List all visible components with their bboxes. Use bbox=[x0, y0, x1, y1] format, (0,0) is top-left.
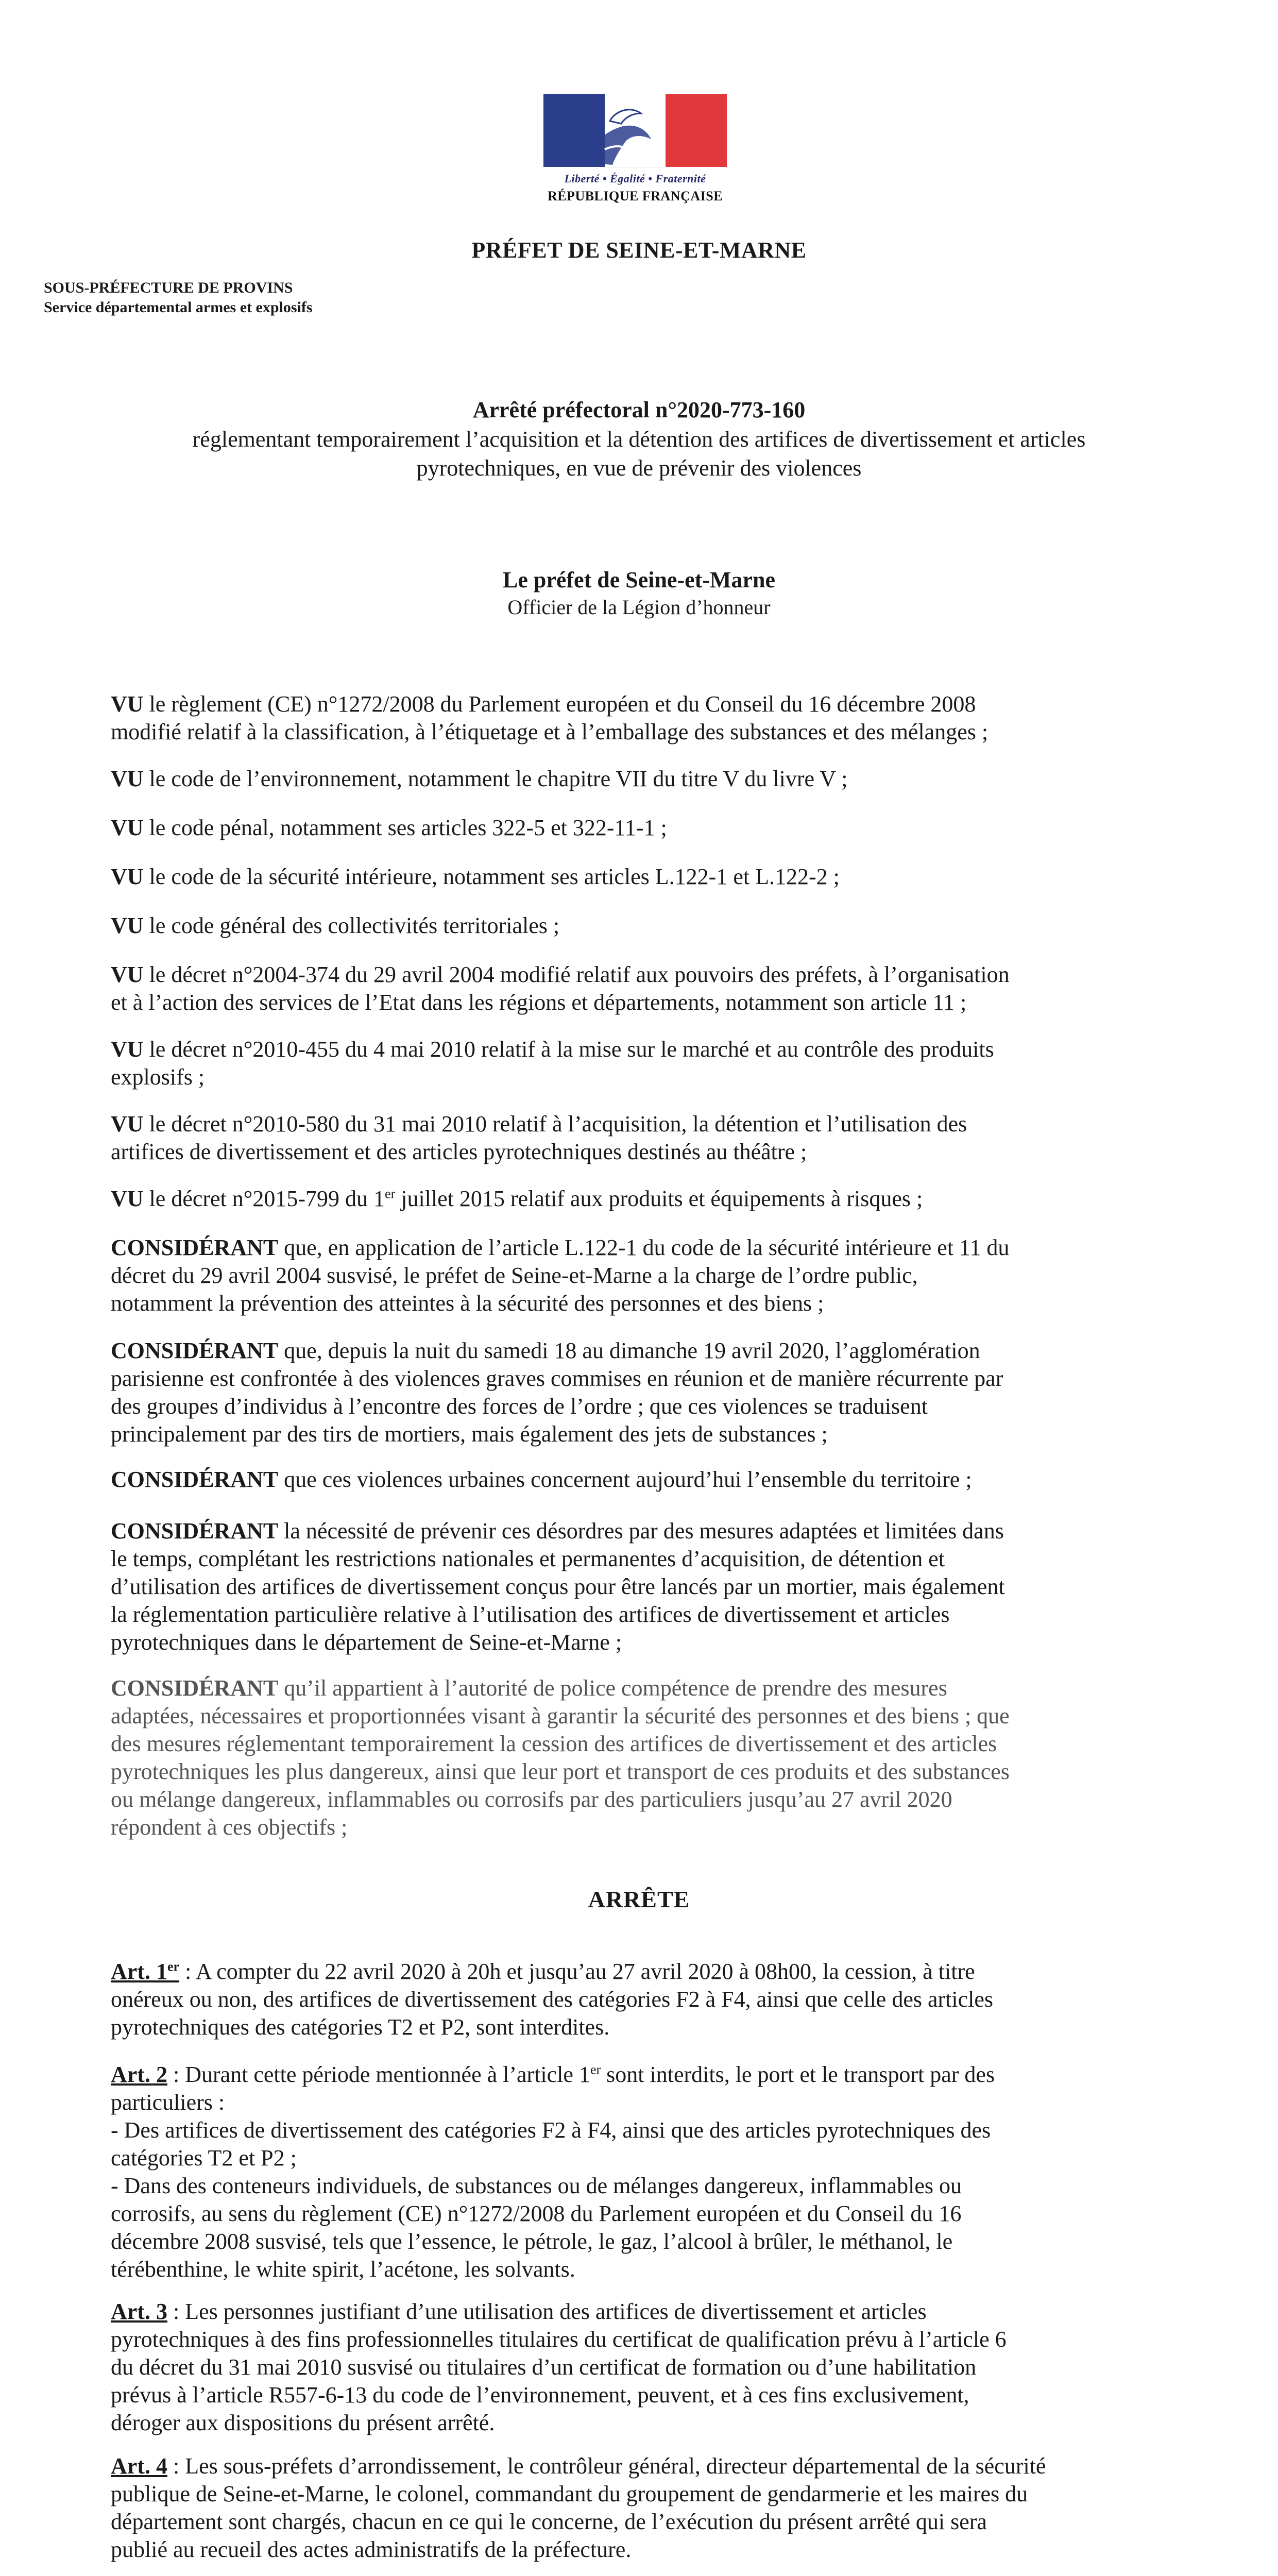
republic-name: RÉPUBLIQUE FRANÇAISE bbox=[547, 189, 723, 204]
article-label: Art. 2 bbox=[111, 2062, 167, 2087]
marianne-icon bbox=[574, 100, 667, 167]
vu-paragraph: VU le décret n°2015-799 du 1er juillet 2015 relatif aux produits et équipements à risques ; bbox=[111, 1186, 923, 1211]
republic-logo bbox=[541, 94, 729, 204]
vu-paragraph: VU le décret n°2010-455 du 4 mai 2010 relatif à la mise sur le marché et au contrôle des produits explosifs ; bbox=[111, 1037, 994, 1090]
decree-number: Arrêté préfectoral n°2020-773-160 bbox=[472, 397, 806, 422]
service-block bbox=[44, 278, 313, 317]
article-label: Art. 4 bbox=[111, 2453, 167, 2479]
article-1: Art. 1er : A compter du 22 avril 2020 à 20h et jusqu’au 27 avril 2020 à 08h00, la cession, à titre onéreux ou non, des artifices de divertissement des catégories F2 à F4, ainsi que celle des articles pyrotechniques des catégories T2 et P2, sont interdites. bbox=[111, 1959, 994, 2040]
article-2: Art. 2 : Durant cette période mentionnée à l’article 1er sont interdits, le port et le transport par des particuliers : - Des artifices de divertissement des catégories F2 à F4, ainsi que des articles pyrotechniques des catégories T2 et P2 ; - Dans des conteneurs individuels, de substances ou de mélanges dangereux, inflammables ou corrosifs, au sens du règlement (CE) n°1272/2008 du Parlement européen et du Conseil du 16 décembre 2008 susvisé, tels que l’essence, le pétrole, le gaz, l’alcool à brûler, le méthanol, le térébenthine, le white spirit, l’acétone, les solvants. bbox=[111, 2062, 995, 2282]
decree-subject bbox=[77, 425, 1201, 483]
vu-paragraph: VU le code pénal, notamment ses articles 322-5 et 322-11-1 ; bbox=[111, 815, 667, 840]
article-4: Art. 4 : Les sous-préfets d’arrondissement, le contrôleur général, directeur départemental de la sécurité publique de Seine-et-Marne, le colonel, commandant du groupement de gendarmerie et les maires du département sont chargés, chacun en ce qui le concerne, de l’exécution du présent arrêté qui sera publié au recueil des actes administratifs de la préfecture. bbox=[111, 2453, 1046, 2562]
signer-honor: Officier de la Légion d’honneur bbox=[507, 596, 771, 619]
decree-subject-line: réglementant temporairement l’acquisition et la détention des artifices de divertissement et articles bbox=[192, 427, 1086, 452]
republic-motto: Liberté • Égalité • Fraternité bbox=[564, 172, 706, 185]
decree-subject-line: pyrotechniques, en vue de prévenir des violences bbox=[416, 455, 862, 481]
considerant-paragraph: CONSIDÉRANT que, en application de l’article L.122-1 du code de la sécurité intérieure et 11 du décret du 29 avril 2004 susvisé, le préfet de Seine-et-Marne a la charge de l’ordre public, notamment la prévention des atteintes à la sécurité des personnes et des biens ; bbox=[111, 1235, 1010, 1316]
vu-paragraph: VU le règlement (CE) n°1272/2008 du Parlement européen et du Conseil du 16 décembre 2008 modifié relatif à la classification, à l’étiquetage et à l’emballage des substances et des mélanges ; bbox=[111, 691, 989, 744]
vu-paragraph: VU le décret n°2010-580 du 31 mai 2010 relatif à l’acquisition, la détention et l’utilisation des artifices de divertissement et des articles pyrotechniques destinés au théâtre ; bbox=[111, 1111, 967, 1164]
article-label: Art. 1er bbox=[111, 1959, 180, 1984]
vu-paragraph: VU le décret n°2004-374 du 29 avril 2004 modifié relatif aux pouvoirs des préfets, à l’organisation et à l’action des services de l’Etat dans les régions et départements, notamment son article 11 ; bbox=[111, 962, 1010, 1015]
sub-prefecture-name: SOUS-PRÉFECTURE DE PROVINS bbox=[44, 279, 293, 296]
considerant-paragraph: CONSIDÉRANT que, depuis la nuit du samedi 18 au dimanche 19 avril 2020, l’agglomération parisienne est confrontée à des violences graves commises en réunion et de manière récurrente par des groupes d’individus à l’encontre des forces de l’ordre ; que ces violences se traduisent principalement par des tirs de mortiers, mais également des jets de substances ; bbox=[111, 1338, 1003, 1447]
article-3: Art. 3 : Les personnes justifiant d’une utilisation des artifices de divertissement et articles pyrotechniques à des fins professionnelles titulaires du certificat de qualification prévu à l’article 6 du décret du 31 mai 2010 susvisé ou titulaires d’un certificat de formation ou d’une habilitation prévus à l’article R557-6-13 du code de l’environnement, peuvent, et à ces fins exclusivement, déroger aux dispositions du présent arrêté. bbox=[111, 2299, 1007, 2435]
vu-paragraph: VU le code de l’environnement, notamment le chapitre VII du titre V du livre V ; bbox=[111, 766, 848, 791]
considerant-paragraph: CONSIDÉRANT qu’il appartient à l’autorité de police compétence de prendre des mesures adaptées, nécessaires et proportionnées visant à garantir la sécurité des personnes et des biens ; que des mesures réglementant temporairement la cession des artifices de divertissement et des articles pyrotechniques les plus dangereux, ainsi que leur port et transport de ces produits et des substances ou mélange dangereux, inflammables ou corrosifs par des particuliers jusqu’au 27 avril 2020 répondent à ces objectifs ; bbox=[111, 1675, 1010, 1840]
considerant-paragraph: CONSIDÉRANT que ces violences urbaines concernent aujourd’hui l’ensemble du territoire ; bbox=[111, 1467, 972, 1492]
french-flag-logo bbox=[543, 94, 727, 167]
signer-title: Le préfet de Seine-et-Marne bbox=[502, 567, 775, 592]
prefecture-title: PRÉFET DE SEINE-ET-MARNE bbox=[471, 238, 807, 263]
article-label: Art. 3 bbox=[111, 2299, 167, 2324]
vu-paragraph: VU le code de la sécurité intérieure, notamment ses articles L.122-1 et L.122-2 ; bbox=[111, 864, 840, 889]
service-name: Service départemental armes et explosifs bbox=[44, 299, 313, 316]
vu-paragraph: VU le code général des collectivités territoriales ; bbox=[111, 913, 560, 938]
considerant-paragraph: CONSIDÉRANT la nécessité de prévenir ces désordres par des mesures adaptées et limitées dans le temps, complétant les restrictions nationales et permanentes d’acquisition, de détention et d’utilisation des artifices de divertissement conçus pour être lancés par un mortier, mais également la réglementation particulière relative à l’utilisation des artifices de divertissement et articles pyrotechniques dans le département de Seine-et-Marne ; bbox=[111, 1518, 1005, 1655]
arrete-heading: ARRÊTE bbox=[588, 1886, 690, 1912]
